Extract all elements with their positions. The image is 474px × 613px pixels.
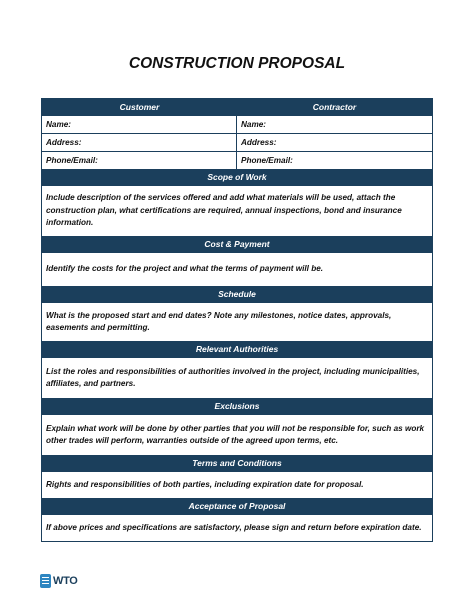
contractor-name-field[interactable]: Name: bbox=[241, 120, 267, 129]
proposal-form bbox=[41, 98, 433, 542]
parties-header bbox=[42, 99, 432, 116]
brand-logo bbox=[40, 574, 78, 588]
customer-header: Customer bbox=[119, 102, 160, 112]
customer-name-field[interactable]: Name: bbox=[42, 116, 237, 133]
contractor-address-field[interactable]: Address: bbox=[241, 138, 277, 147]
scope-of-work-text: Include description of the services offered and add what materials will be used, attach the construction plan, what certifications are required, annual inspections, bond and insurance information. bbox=[46, 193, 402, 228]
acceptance-text: If above prices and specifications are satisfactory, please sign and return before expiration date. bbox=[46, 522, 422, 532]
contractor-header: Contractor bbox=[312, 102, 357, 112]
document-icon bbox=[40, 574, 51, 588]
customer-address-field[interactable]: Address: bbox=[42, 134, 237, 151]
exclusions-header: Exclusions bbox=[42, 398, 432, 415]
cost-payment-header: Cost & Payment bbox=[42, 236, 432, 253]
relevant-authorities-text: List the roles and responsibilities of authorities involved in the project, including municipalities, affiliates, and partners. bbox=[46, 366, 420, 388]
scope-of-work-header: Scope of Work bbox=[42, 169, 432, 186]
address-row bbox=[42, 134, 432, 152]
cost-payment-text: Identify the costs for the project and what the terms of payment will be. bbox=[46, 264, 324, 274]
logo-text: WTO bbox=[53, 575, 78, 587]
name-row bbox=[42, 116, 432, 134]
schedule-header: Schedule bbox=[42, 286, 432, 303]
schedule-text: What is the proposed start and end dates? Note any milestones, notice dates, approvals, easements and permitting. bbox=[46, 310, 392, 332]
exclusions-text: Explain what work will be done by other parties that you will not be responsible for, such as work other trades will perform, warranties outside of the agreed upon terms, etc. bbox=[46, 423, 425, 445]
terms-conditions-header: Terms and Conditions bbox=[42, 455, 432, 472]
terms-conditions-text: Rights and responsibilities of both parties, including expiration date for proposal. bbox=[46, 479, 364, 489]
customer-phone-email-field[interactable]: Phone/Email: bbox=[42, 152, 237, 169]
acceptance-header: Acceptance of Proposal bbox=[42, 498, 432, 515]
contractor-phone-email-field[interactable]: Phone/Email: bbox=[241, 156, 293, 165]
relevant-authorities-header: Relevant Authorities bbox=[42, 341, 432, 358]
phone-email-row bbox=[42, 152, 432, 169]
document-title: CONSTRUCTION PROPOSAL bbox=[128, 55, 346, 72]
